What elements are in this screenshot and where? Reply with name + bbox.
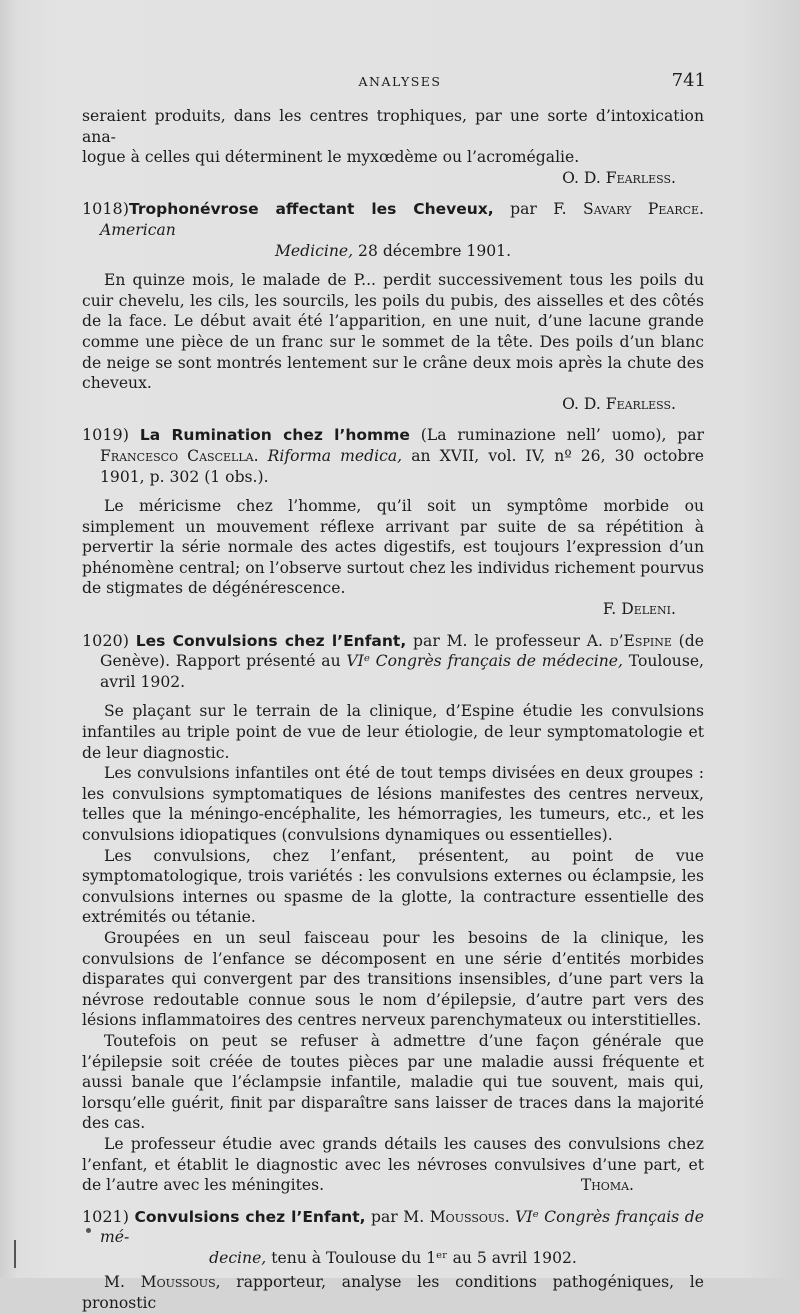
- entry-1020-para-1: Se plaçant sur le terrain de la clinique, d’Espine étudie les convulsions infantiles au triple point de vue de leur étiologie, de leur symptomatologie et de leur diagnostic.: [82, 702, 704, 762]
- entry-1020-para-5: Toutefois on peut se refuser à admettre d’une façon générale que l’épilepsie soit créée de toutes pièces par une maladie aussi fréquente et aussi banale que l’éclampsie infantile, maladie qui tue souvent, mais qui, lorsqu’elle guérit, finit par disparaître sans laisser de traces dans la majorité des cas.: [82, 1031, 704, 1133]
- entry-1019-body: Le méricisme chez l’homme, qu’il soit un symptôme morbide ou simplement un mouvement réflexe arrivant par suite de sa répétition à pervertir la série normale des actes digestifs, est toujours l’expression d’un phénomène central; on l’observe surtout chez les individus richement pourvus de stigmates de dégénérescence.: [82, 497, 704, 598]
- author: Moussous: [429, 1207, 505, 1226]
- entry-1019-heading: 1019) La Rumination chez l’homme (La ruminazione nell’ uomo), par Francesco Cascella. Riforma medica, an XVII, vol. IV, nº 26, 30 octobre 1901, p. 302 (1 obs.).: [82, 425, 704, 486]
- congress: VIᵉ Congrès français de médecine,: [346, 652, 623, 671]
- entry-1020-heading: 1020) Les Convulsions chez l’Enfant, par M. le professeur A. d’Espine (de Genève). Rapport présenté au VIᵉ Congrès français de médecine, Toulouse, avril 1902.: [82, 630, 705, 691]
- intro-line-2: logue à celles qui déterminent le myxœdème ou l’acromégalie.: [82, 148, 580, 167]
- entry-1020-para-6: Le professeur étudie avec grands détails les causes des convulsions chez l’enfant, et établit le diagnostic avec les névroses convulsives d’une part, et de l’autre avec les méningites. Thoma.: [82, 1134, 704, 1195]
- signature-intro: O. D. Fearless.: [562, 168, 676, 187]
- entry-title: La Rumination chez l’homme: [139, 426, 410, 445]
- congress: VIᵉ Congrès français de mé-: [100, 1207, 705, 1247]
- author: d’Espine: [609, 631, 672, 650]
- author: Francesco Cascella: [100, 446, 254, 465]
- entry-1021-heading: 1021) Convulsions chez l’Enfant, par M. Moussous. VIᵉ Congrès français de mé-: [82, 1206, 705, 1247]
- journal: American: [100, 220, 176, 239]
- entry-1018-source: Medicine, 28 décembre 1901.: [274, 241, 512, 260]
- page-body: [82, 106, 704, 1314]
- journal: Riforma medica,: [267, 446, 403, 465]
- page-number: 741: [671, 70, 706, 91]
- author: Savary Pearce: [583, 200, 700, 219]
- entry-1018-body: En quinze mois, le malade de P... perdit successivement tous les poils du cuir chevelu, les cils, les sourcils, les poils du pubis, des aisselles et des côtés de la face. Le début avait été l’apparition, en une nuit, d’une lacune grande comme une pièce de un franc sur le sommet de la tête. Des poils d’un blanc de neige se sont montrés lentement sur le crâne deux mois après la chute des cheveux.: [82, 271, 704, 393]
- running-title: ANALYSES: [358, 74, 442, 89]
- entry-1018-heading: 1018)Trophonévrose affectant les Cheveux, par F. Savary Pearce. American: [82, 199, 705, 239]
- entry-1021-source: decine, tenu à Toulouse du 1ᵉʳ au 5 avril 1902.: [209, 1248, 577, 1267]
- entry-number: 1020): [82, 630, 129, 650]
- entry-title: Les Convulsions chez l’Enfant,: [135, 631, 407, 650]
- running-header: [0, 70, 800, 94]
- signature-1020: Thoma.: [580, 1176, 634, 1195]
- entry-1020-para-4: Groupées en un seul faisceau pour les besoins de la clinique, les convulsions de l’enfance se décomposent en une série d’entités morbides disparates qui convergent par des transitions insensibles, d’une part vers la névrose redoutable connue sous le nom d’épilepsie, d’autre part vers des lésions inflammatoires des centres nerveux parenchymateux ou interstitielles.: [82, 928, 704, 1030]
- entry-number: 1021): [82, 1206, 129, 1226]
- signature-1019: F. Deleni.: [602, 600, 676, 619]
- entry-1021-body: M. Moussous, rapporteur, analyse les conditions pathogéniques, le pronostic: [82, 1273, 704, 1313]
- entry-title: Convulsions chez l’Enfant,: [134, 1207, 366, 1226]
- scan-edge-mark: [14, 1240, 16, 1268]
- entry-number: 1019): [82, 425, 129, 445]
- entry-title: Trophonévrose affectant les Cheveux,: [128, 200, 494, 219]
- entry-number: 1018): [82, 199, 129, 219]
- ink-spot: [86, 1228, 91, 1233]
- signature-1018: O. D. Fearless.: [562, 394, 676, 413]
- entry-1020-para-3: Les convulsions, chez l’enfant, présentent, au point de vue symptomatologique, trois variétés : les convulsions externes ou éclampsie, les convulsions internes ou spasme de la glotte, la contracture essentielle des extrémités ou tétanie.: [82, 846, 704, 927]
- intro-line-1: seraient produits, dans les centres trophiques, par une sorte d’intoxication ana-: [82, 107, 704, 146]
- entry-1020-para-2: Les convulsions infantiles ont été de tout temps divisées en deux groupes : les convulsions symptomatiques de lésions manifestes des centres nerveux, telles que la méningo-encéphalite, les hémorragies, les tumeurs, etc., et les convulsions idiopatiques (convulsions dynamiques ou essentielles).: [82, 764, 704, 844]
